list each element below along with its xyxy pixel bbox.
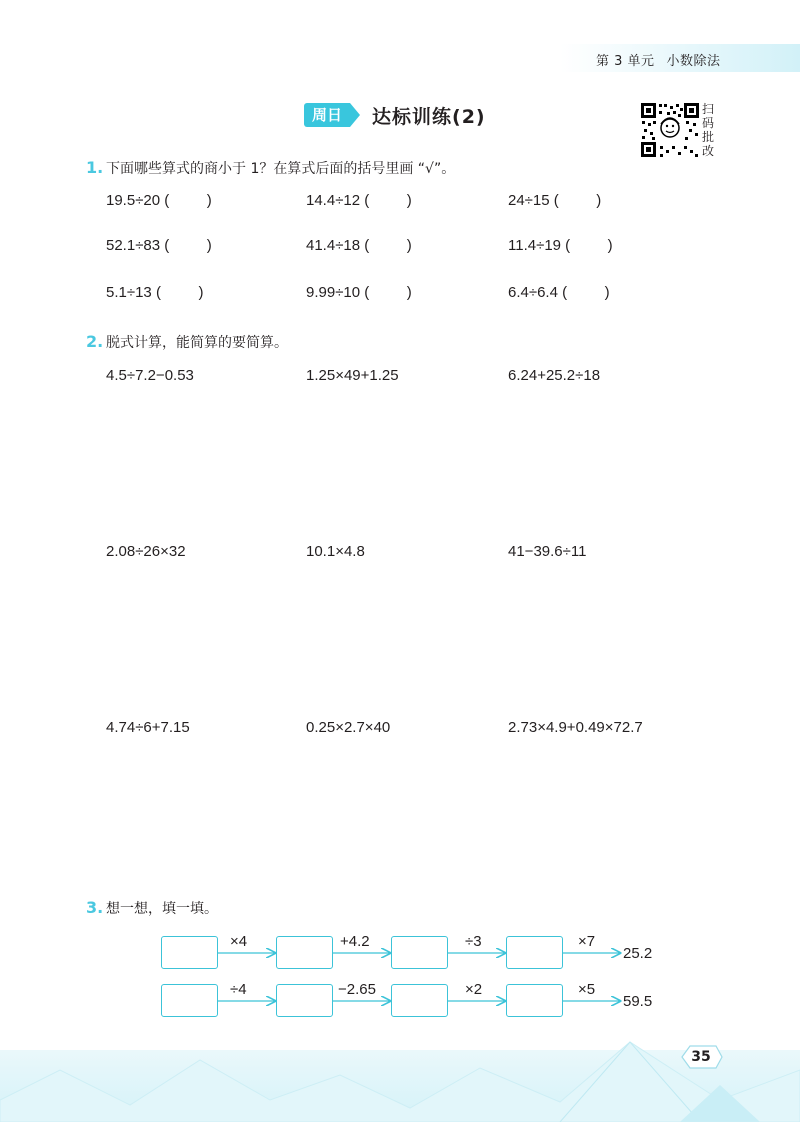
q1-item: 9.99÷10 ( ) bbox=[306, 284, 424, 301]
operation-label: ×2 bbox=[465, 981, 483, 998]
answer-parentheses[interactable]: ( ) bbox=[364, 237, 412, 254]
q1-item: 41.4÷18 ( ) bbox=[306, 237, 424, 254]
q1-item: 6.4÷6.4 ( ) bbox=[508, 284, 622, 301]
page-title: 达标训练(2) bbox=[372, 105, 486, 128]
operation-label: ×4 bbox=[230, 933, 248, 950]
answer-parentheses[interactable]: ( ) bbox=[562, 284, 610, 301]
result-value: 25.2 bbox=[623, 945, 653, 962]
qr-label: 扫 码 批 改 bbox=[702, 102, 715, 158]
answer-parentheses[interactable]: ( ) bbox=[364, 284, 412, 301]
operation-label: ×7 bbox=[578, 933, 596, 950]
answer-parentheses[interactable]: ( ) bbox=[155, 284, 204, 301]
q2-expression: 2.08÷26×32 bbox=[106, 543, 186, 560]
answer-parentheses[interactable]: ( ) bbox=[364, 192, 412, 209]
topic-label: 小数除法 bbox=[666, 54, 721, 69]
q2-expression: 1.25×49+1.25 bbox=[306, 367, 399, 384]
answer-parentheses[interactable]: ( ) bbox=[164, 192, 212, 209]
q1-item: 52.1÷83 ( ) bbox=[106, 237, 224, 254]
day-badge: 周日 bbox=[304, 103, 350, 127]
question-text: 下面哪些算式的商小于 1？在算式后面的括号里画 “√”。 bbox=[106, 161, 456, 177]
answer-box[interactable] bbox=[391, 984, 448, 1017]
answer-box[interactable] bbox=[506, 984, 563, 1017]
result-value: 59.5 bbox=[623, 993, 653, 1010]
answer-box[interactable] bbox=[276, 984, 333, 1017]
q1-item: 19.5÷20 ( ) bbox=[106, 192, 224, 209]
q2-expression: 0.25×2.7×40 bbox=[306, 719, 391, 736]
question-number: 3. bbox=[86, 898, 104, 917]
operation-label: ÷4 bbox=[230, 981, 247, 998]
operation-label: ÷3 bbox=[465, 933, 482, 950]
answer-box[interactable] bbox=[276, 936, 333, 969]
operation-label: +4.2 bbox=[340, 933, 370, 950]
operation-label: −2.65 bbox=[338, 981, 376, 998]
q2-expression: 2.73×4.9+0.49×72.7 bbox=[508, 719, 643, 736]
page-number: 35 bbox=[691, 1049, 711, 1065]
q2-expression: 10.1×4.8 bbox=[306, 543, 365, 560]
question-text: 想一想，填一填。 bbox=[106, 901, 218, 917]
q1-item: 5.1÷13 ( ) bbox=[106, 284, 216, 301]
q2-expression: 4.74÷6+7.15 bbox=[106, 719, 190, 736]
question-number: 1. bbox=[86, 158, 104, 177]
question-number: 2. bbox=[86, 332, 104, 351]
q2-expression: 6.24+25.2÷18 bbox=[508, 367, 601, 384]
q2-expression: 4.5÷7.2−0.53 bbox=[106, 367, 194, 384]
answer-box[interactable] bbox=[161, 984, 218, 1017]
answer-box[interactable] bbox=[161, 936, 218, 969]
answer-parentheses[interactable]: ( ) bbox=[565, 237, 613, 254]
answer-parentheses[interactable]: ( ) bbox=[164, 237, 212, 254]
q1-item: 11.4÷19 ( ) bbox=[508, 237, 625, 254]
q1-item: 24÷15 ( ) bbox=[508, 192, 614, 209]
operation-label: ×5 bbox=[578, 981, 596, 998]
question-text: 脱式计算，能简算的要简算。 bbox=[106, 335, 288, 351]
unit-label: 第 3 单元 bbox=[596, 54, 655, 69]
answer-box[interactable] bbox=[391, 936, 448, 969]
answer-box[interactable] bbox=[506, 936, 563, 969]
q1-item: 14.4÷12 ( ) bbox=[306, 192, 424, 209]
q2-expression: 41−39.6÷11 bbox=[508, 543, 587, 560]
answer-parentheses[interactable]: ( ) bbox=[553, 192, 602, 209]
